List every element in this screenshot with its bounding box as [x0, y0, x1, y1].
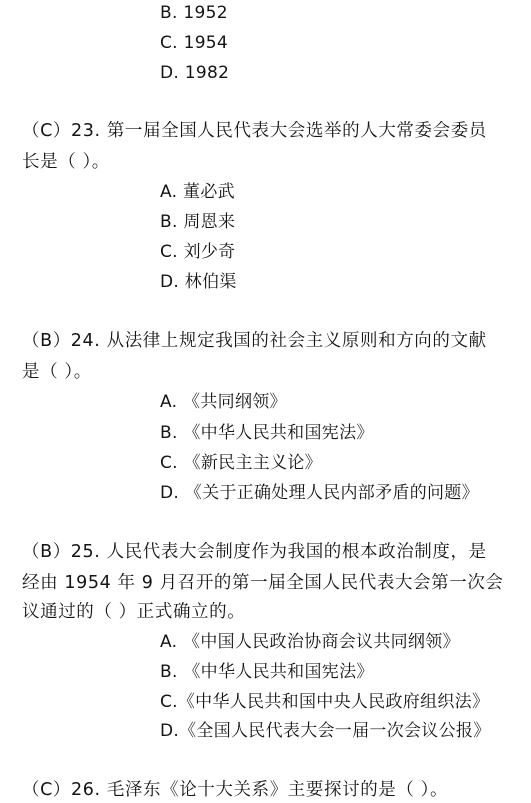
question-23-option-a: A. 董必武	[160, 182, 235, 202]
question-24-line-2: 是（ ）。	[22, 362, 92, 382]
question-23-option-b: B. 周恩来	[160, 212, 236, 232]
question-25-line-2: 经由 1954 年 9 月召开的第一届全国人民代表大会第一次会	[22, 573, 504, 593]
option-c: C. 1954	[160, 33, 229, 53]
question-24-option-a: A. 《共同纲领》	[160, 392, 287, 412]
question-25-option-b: B. 《中华人民共和国宪法》	[160, 662, 374, 682]
option-d: D. 1982	[160, 63, 230, 83]
question-23-option-c: C. 刘少奇	[160, 242, 236, 262]
question-25-option-c: C.《中华人民共和国中央人民政府组织法》	[160, 692, 490, 712]
question-24-line-1: （B）24. 从法律上规定我国的社会主义原则和方向的文献	[22, 331, 487, 351]
question-26-line-1: （C）26. 毛泽东《论十大关系》主要探讨的是（ ）。	[22, 780, 449, 800]
question-25-option-d: D.《全国人民代表大会一届一次会议公报》	[160, 721, 491, 741]
question-23-option-d: D. 林伯渠	[160, 272, 237, 292]
question-25-line-3: 议通过的（ ）正式确立的。	[22, 602, 246, 622]
question-25-option-a: A. 《中国人民政治协商会议共同纲领》	[160, 632, 460, 652]
question-24-option-d: D. 《关于正确处理人民内部矛盾的问题》	[160, 483, 479, 503]
question-24-option-c: C. 《新民主主义论》	[160, 453, 322, 473]
question-25-line-1: （B）25. 人民代表大会制度作为我国的根本政治制度，是	[22, 542, 487, 562]
option-b: B. 1952	[160, 3, 228, 23]
question-23-line-1: （C）23. 第一届全国人民代表大会选举的人大常委会委员	[22, 121, 487, 141]
question-24-option-b: B. 《中华人民共和国宪法》	[160, 423, 374, 443]
question-23-line-2: 长是（ ）。	[22, 152, 110, 172]
